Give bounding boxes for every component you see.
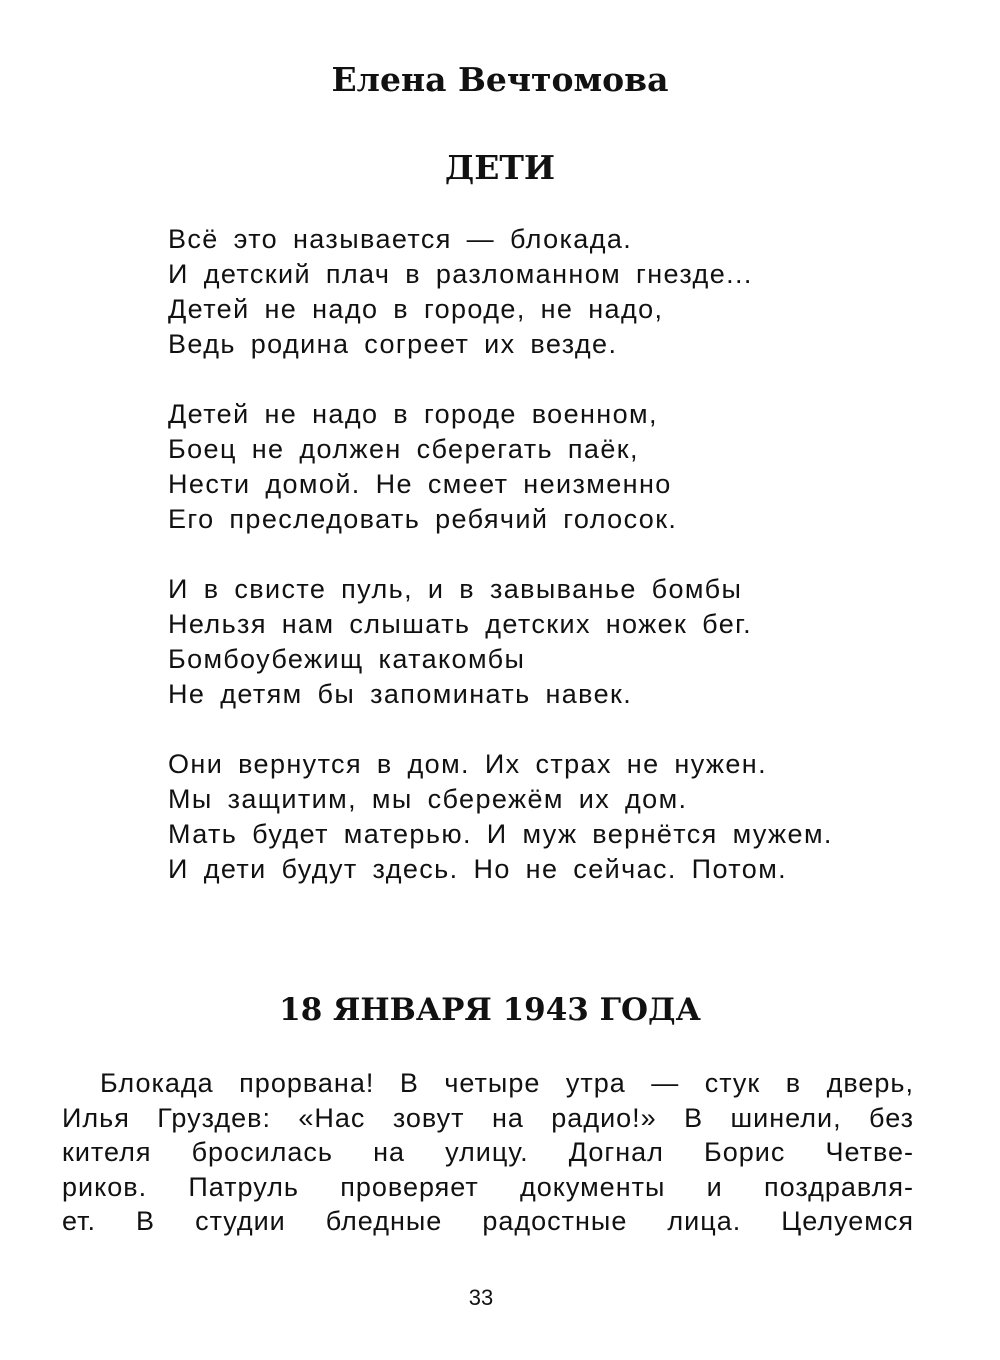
verse-line: Его преследовать ребячий голосок. <box>168 504 678 534</box>
prose-line: риков. Патруль проверяет документы и поздравля- <box>62 1171 914 1202</box>
verse-line: Бомбоубежищ катакомбы <box>168 644 526 674</box>
page-number: 33 <box>468 1285 494 1310</box>
stanza-1 <box>168 222 948 362</box>
prose-line: ет. В студии бледные радостные лица. Целуемся <box>62 1206 914 1236</box>
stanza-4 <box>168 747 948 887</box>
verse-line: Мать будет матерью. И муж вернётся мужем. <box>168 819 833 849</box>
verse-line: Нельзя нам слышать детских ножек бег. <box>168 609 752 639</box>
verse-line: Боец не должен сберегать паёк, <box>168 434 639 464</box>
verse-line: Детей не надо в городе, не надо, <box>168 294 664 324</box>
stanza-3 <box>168 572 948 712</box>
prose-line: Илья Груздев: «Нас зовут на радио!» В шинели, без <box>62 1102 914 1133</box>
prose-line: Блокада прорвана! В четыре утра — стук в дверь, <box>100 1068 914 1098</box>
verse-line: Нести домой. Не смеет неизменно <box>168 469 672 499</box>
poem <box>168 222 948 922</box>
prose-line: кителя бросилась на улицу. Догнал Борис Четве- <box>62 1137 914 1167</box>
stanza-2 <box>168 397 948 537</box>
section-title: 18 ЯНВАРЯ 1943 ГОДА <box>279 992 701 1028</box>
poem-title: ДЕТИ <box>444 148 556 187</box>
verse-line: И детский плач в разломанном гнезде... <box>168 259 753 289</box>
verse-line: Детей не надо в городе военном, <box>168 399 658 429</box>
verse-line: Всё это называется — блокада. <box>168 224 633 254</box>
verse-line: Не детям бы запоминать навек. <box>168 679 633 709</box>
author-name: Елена Вечтомова <box>331 60 669 99</box>
prose-paragraph <box>62 1066 914 1239</box>
verse-line: Мы защитим, мы сбережём их дом. <box>168 784 688 814</box>
verse-line: Они вернутся в дом. Их страх не нужен. <box>168 749 767 779</box>
verse-line: Ведь родина согреет их везде. <box>168 329 618 359</box>
verse-line: И дети будут здесь. Но не сейчас. Потом. <box>168 854 788 884</box>
verse-line: И в свисте пуль, и в завыванье бомбы <box>168 574 743 604</box>
